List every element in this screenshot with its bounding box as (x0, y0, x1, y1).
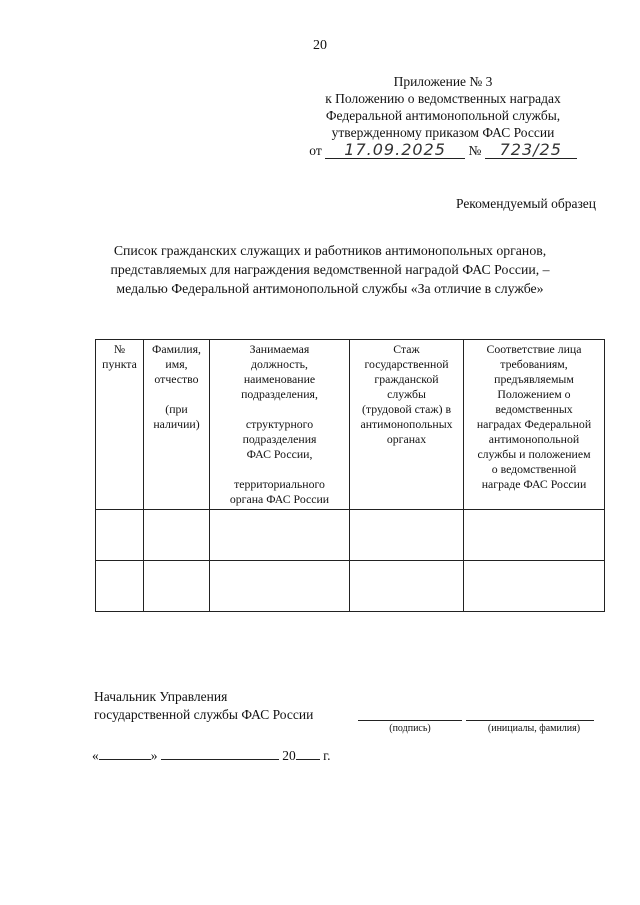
date-close-quote: » (150, 748, 158, 763)
table-cell (144, 561, 210, 612)
header-position: Занимаемая должность, наименование подразделения, структурного подразделения ФАС России, территориального органа ФАС России (210, 340, 350, 510)
title-line: представляемых для награждения ведомственной наградой ФАС России, – (110, 262, 550, 277)
signature-line (358, 720, 462, 721)
date-line (92, 747, 331, 764)
date-prefix: от (309, 143, 322, 158)
header-compliance: Соответствие лица требованиям, предъявляемым Положением о ведомственных наградах Федеральной антимонопольной службы и положением о ведомственной награде ФАС России (464, 340, 605, 510)
table-cell (350, 561, 464, 612)
header-experience: Стаж государственной гражданской службы (трудовой стаж) в антимонопольных органах (350, 340, 464, 510)
table-cell (464, 510, 605, 561)
table-row (96, 510, 605, 561)
signatory-line: государственной службы ФАС России (94, 707, 314, 722)
document-title (60, 241, 600, 298)
table-cell (96, 561, 144, 612)
year-suffix: г. (323, 748, 331, 763)
approval-date-line (298, 141, 588, 159)
header-full-name: Фамилия, имя, отчество (при наличии) (144, 340, 210, 510)
day-field (99, 747, 151, 760)
header-number: № пункта (96, 340, 144, 510)
table-cell (464, 561, 605, 612)
table-cell (350, 510, 464, 561)
appendix-header (298, 73, 588, 159)
appendix-line: Приложение № 3 (393, 74, 493, 89)
table-row (96, 561, 605, 612)
sample-label: Рекомендуемый образец (455, 196, 596, 211)
appendix-line: к Положению о ведомственных наградах (325, 91, 561, 106)
year-prefix: 20 (282, 748, 296, 763)
signature-caption: (подпись) (389, 723, 431, 734)
signatory-line: Начальник Управления (94, 689, 228, 704)
appendix-line: Федеральной антимонопольной службы, (325, 108, 561, 123)
title-line: Список гражданских служащих и работников антимонопольных органов, (113, 243, 547, 258)
approval-date: 17.09.2025 (325, 141, 465, 159)
name-caption: (инициалы, фамилия) (487, 723, 581, 734)
year-field (296, 747, 320, 760)
table-header-row (96, 340, 605, 510)
name-line (466, 720, 594, 721)
approval-number: 723/25 (485, 141, 577, 159)
table-cell (144, 510, 210, 561)
date-open-quote: « (92, 748, 99, 763)
table-cell (210, 510, 350, 561)
number-prefix: № (468, 143, 482, 158)
month-field (161, 747, 279, 760)
title-line: медалью Федеральной антимонопольной службы «За отличие в службе» (116, 281, 544, 296)
signatory-title (94, 688, 313, 724)
nominees-table (95, 339, 605, 612)
appendix-line: утвержденному приказом ФАС России (331, 125, 555, 140)
table-cell (210, 561, 350, 612)
page-number: 20 (313, 38, 327, 53)
table-cell (96, 510, 144, 561)
